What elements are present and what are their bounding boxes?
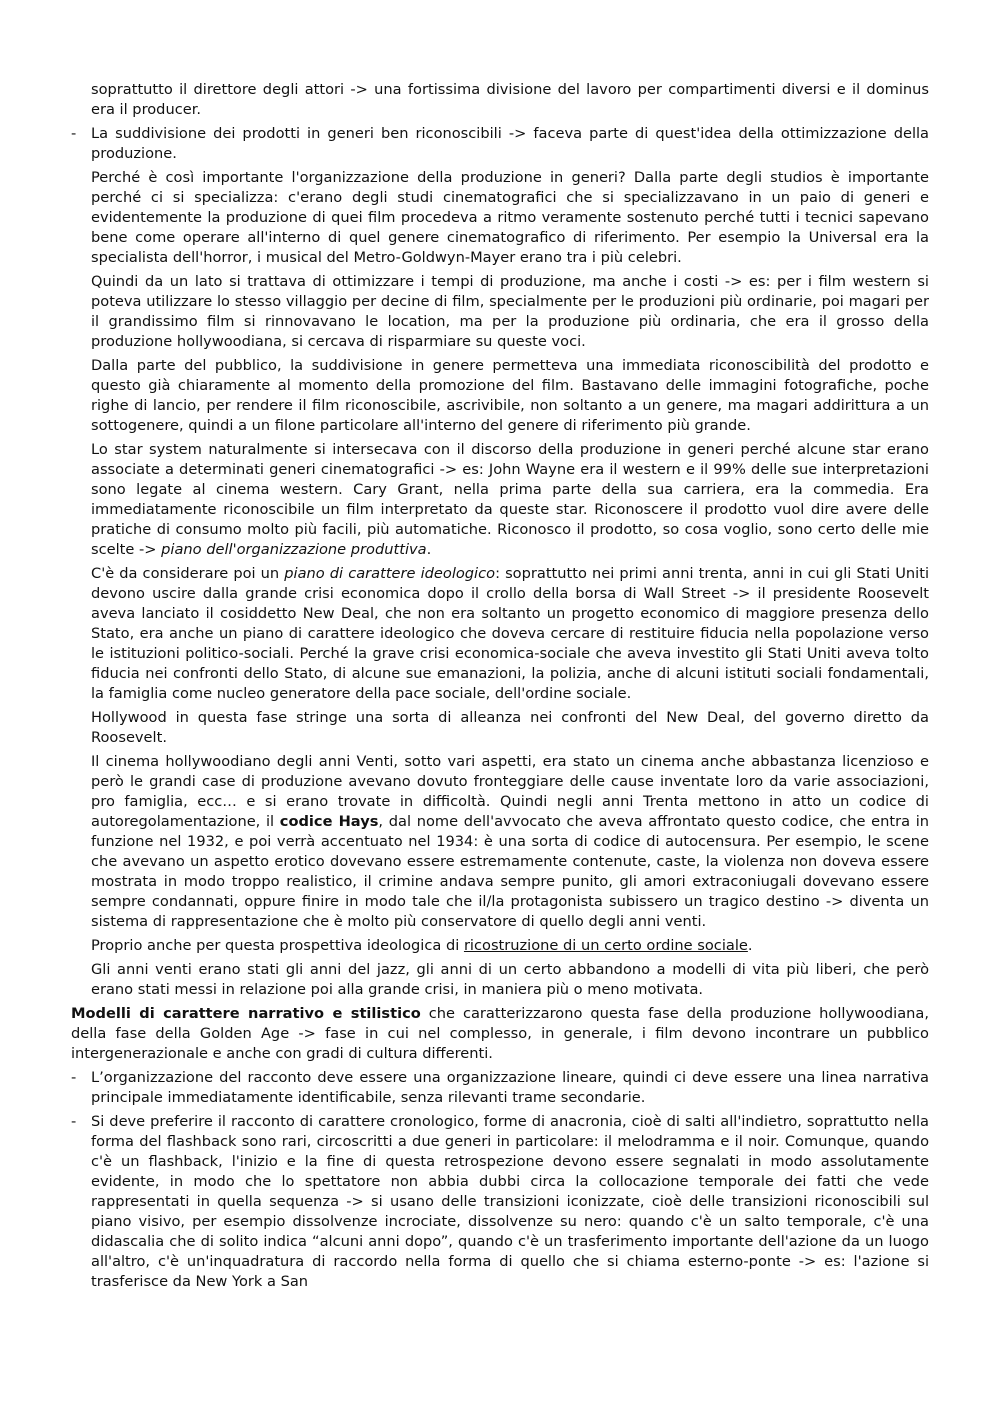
bullet-dash: - <box>71 125 77 142</box>
bold-phrase: codice Hays <box>279 813 379 830</box>
paragraph-genres-importance: Perché è così importante l'organizzazione della produzione in generi? Dalla parte degli studios è importante perché ci si specializza: c'erano degli studi cinematografici che si specializzavano in un paio di generi e evidentemente la produzione di quei film procedeva a ritmo veramente sostenuto perché tutti i tecnici sapevano bene come operare all'interno di quel genere cinematografico di riferimento. Per esempio la Universal era la specialista dell'horror, i musical del Metro-Goldwyn-Mayer erano tra i più celebri. <box>91 169 929 266</box>
bullet-dash: - <box>71 1113 77 1130</box>
paragraph-continuation: soprattutto il direttore degli attori -> una fortissima divisione del lavoro per compartimenti diversi e il dominus era il producer. <box>91 81 929 118</box>
italic-phrase: piano dell'organizzazione produttiva <box>161 541 427 558</box>
paragraph-star-system: Lo star system naturalmente si intersecava con il discorso della produzione in generi perché alcune star erano associate a determinati generi cinematografici -> es: John Wayne era il western e il 99% delle sue interpretazioni sono legate al cinema western. Cary Grant, nella prima parte della sua carriera, era la commedia. Era immediatamente riconoscibile un film interpretato da queste star. Riconoscere il prodotto vuol dire avere delle pratiche di consumo molto più facili, più automatiche. Riconosco il prodotto, so cosa voglio, sono certo delle mie scelte -> piano dell'organizzazione produttiva. <box>91 441 929 558</box>
paragraph-hays-code: Il cinema hollywoodiano degli anni Venti, sotto vari aspetti, era stato un cinema anche abbastanza licenzioso e però le grandi case di produzione avevano dovuto fronteggiare delle cause inventate loro da varie associazioni, pro famiglia, ecc… e si erano trovate in difficoltà. Quindi negli anni Trenta mettono in atto un codice di autoregolamentazione, il codice Hays, dal nome dell'avvocato che aveva affrontato questo codice, che entra in funzione nel 1932, e poi verrà accentuato nel 1934: è una sorta di codice di autocensura. Per esempio, le scene che avevano un aspetto erotico dovevano essere estremamente contenute, caste, la violenza non doveva essere mostrata in modo troppo realistico, il crimine andava sempre punito, gli amori extraconiugali dovevano essere sempre condannati, oppure finire in modo tale che il/la protagonista subissero un tragico destino -> diventa un sistema di rappresentazione che è molto più conservatore di quello degli anni venti. <box>91 753 930 930</box>
paragraph-costs: Quindi da un lato si trattava di ottimizzare i tempi di produzione, ma anche i costi -> es: per i film western si poteva utilizzare lo stesso villaggio per decine di film, specialmente per le produzioni più ordinarie, poi magari per il grandissimo film si rinnovavano le location, ma per la produzione più ordinaria, che era il grosso della produzione hollywoodiana, si cercava di risparmiare su queste voci. <box>91 273 929 350</box>
bullet-dash: - <box>71 1069 77 1086</box>
paragraph-new-deal: Hollywood in questa fase stringe una sorta di alleanza nei confronti del New Deal, del governo diretto da Roosevelt. <box>91 709 929 746</box>
underlined-phrase: ricostruzione di un certo ordine sociale <box>463 937 748 954</box>
bullet-chronology <box>71 1112 929 1292</box>
paragraph-jazz-age: Gli anni venti erano stati gli anni del jazz, gli anni di un certo abbandono a modelli di vita più liberi, che però erano stati messi in relazione poi alla grande crisi, in maniera più o meno motivata. <box>91 961 929 998</box>
italic-phrase: piano di carattere ideologico <box>284 565 496 582</box>
bold-phrase: Modelli di carattere narrativo e stilistico <box>71 1005 421 1022</box>
paragraph-ideology: C'è da considerare poi un piano di carattere ideologico: soprattutto nei primi anni trenta, anni in cui gli Stati Uniti devono uscire dalla grande crisi economica dopo il crollo della borsa di Wall Street -> il presidente Roosevelt aveva lanciato il cosiddetto New Deal, che non era soltanto un progetto economico di maggiore presenza dello Stato, era anche un piano di carattere ideologico che doveva cercare di restituire fiducia nella popolazione verso le istituzioni politico-sociali. Perché la grave crisi economica-sociale che aveva investito gli Stati Uniti aveva tolto fiducia nei confronti dello Stato, di alcune sue emanazioni, la polizia, anche di alcuni istituti sociali fondamentali, la famiglia come nucleo generatore della pace sociale, dell'ordine sociale. <box>91 565 930 702</box>
bullet-text: L’organizzazione del racconto deve essere una organizzazione lineare, quindi ci deve essere una linea narrativa principale immediatamente identificabile, senza rilevanti trame secondarie. <box>91 1069 929 1106</box>
paragraph-narrative-models: Modelli di carattere narrativo e stilistico che caratterizzarono questa fase della produzione hollywoodiana, della fase della Golden Age -> fase in cui nel complesso, in generale, i film devono incontrare un pubblico intergenerazionale e anche con gradi di cultura differenti. <box>71 1005 929 1062</box>
bullet-genres <box>71 124 929 164</box>
bullet-text: Si deve preferire il racconto di carattere cronologico, forme di anacronia, cioè di salti all'indietro, soprattutto nella forma del flashback sono rari, circoscritti a due generi in particolare: il melodramma e il noir. Comunque, quando c'è un flashback, l'inizio e la fine di questa retrospezione devono essere segnalati in modo assolutamente evidente, in modo che lo spettatore non abbia dubbi circa la collocazione temporale dei fatti che vede rappresentati in quella sequenza -> si usano delle transizioni iconizzate, cioè delle transizioni riconoscibili sul piano visivo, per esempio dissolvenze incrociate, dissolvenze su nero: quando c'è un salto temporale, c'è una didascalia che di solito indica “alcuni anni dopo”, quando c'è un trasferimento importante dell'azione da un luogo all'altro, c'è un'inquadratura di raccordo nella forma di quello che si chiama esterno-ponte -> es: l'azione si trasferisce da New York a San <box>91 1113 929 1290</box>
bullet-text: La suddivisione dei prodotti in generi ben riconoscibili -> faceva parte di quest'idea della ottimizzazione della produzione. <box>91 125 929 162</box>
bullet-linear-narrative <box>71 1068 929 1108</box>
paragraph-audience: Dalla parte del pubblico, la suddivisione in genere permetteva una immediata riconoscibilità del prodotto e questo già chiaramente al momento della promozione del film. Bastavano delle immagini fotografiche, poche righe di lancio, per rendere il film riconoscibile, ascrivibile, non soltanto a un genere, ma magari addirittura a un sottogenere, quindi a un filone particolare all'interno del genere di riferimento più grande. <box>91 357 929 434</box>
paragraph-social-order: Proprio anche per questa prospettiva ideologica di ricostruzione di un certo ordine sociale. <box>91 937 753 954</box>
